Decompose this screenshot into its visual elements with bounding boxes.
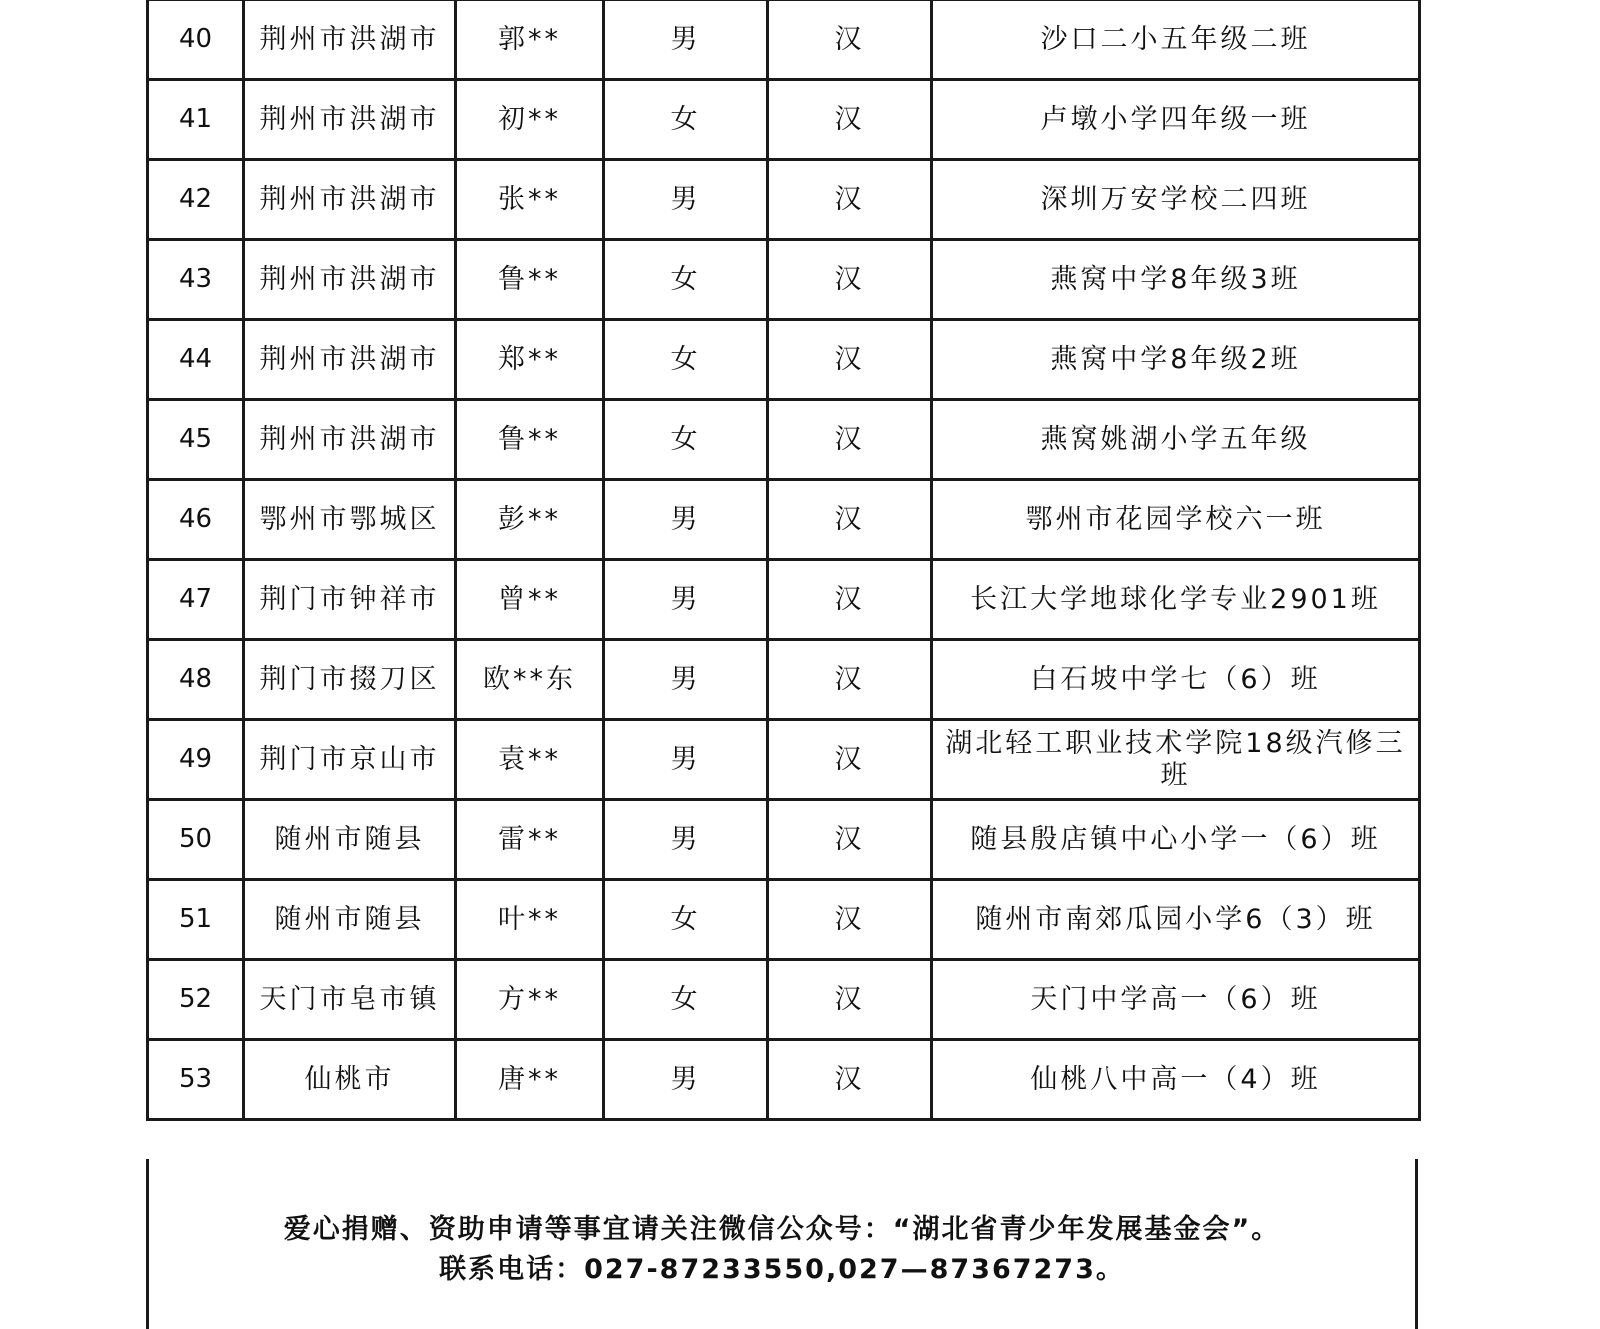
- school-class-cell: 长江大学地球化学专业2901班: [932, 560, 1420, 640]
- table-row: [148, 880, 1420, 960]
- student-name-cell: 郑**: [456, 320, 604, 400]
- ethnicity-cell: 汉: [768, 320, 932, 400]
- ethnicity-cell: 汉: [768, 80, 932, 160]
- region-cell: 荆州市洪湖市: [244, 80, 456, 160]
- table-row: [148, 640, 1420, 720]
- gender-cell: 男: [604, 480, 768, 560]
- region-cell: 荆门市钟祥市: [244, 560, 456, 640]
- gender-cell: 男: [604, 0, 768, 80]
- region-cell: 荆门市掇刀区: [244, 640, 456, 720]
- table-row: [148, 720, 1420, 800]
- table-row: [148, 960, 1420, 1040]
- row-number: 53: [148, 1040, 244, 1120]
- school-class-cell: 卢墩小学四年级一班: [932, 80, 1420, 160]
- student-name-cell: 张**: [456, 160, 604, 240]
- student-table: [146, 0, 1421, 1121]
- table-row: [148, 80, 1420, 160]
- school-class-cell: 深圳万安学校二四班: [932, 160, 1420, 240]
- gender-cell: 男: [604, 800, 768, 880]
- student-name-cell: 郭**: [456, 0, 604, 80]
- gender-cell: 男: [604, 720, 768, 800]
- row-number: 48: [148, 640, 244, 720]
- gender-cell: 男: [604, 1040, 768, 1120]
- row-number: 45: [148, 400, 244, 480]
- ethnicity-cell: 汉: [768, 480, 932, 560]
- school-class-cell: 天门中学高一（6）班: [932, 960, 1420, 1040]
- school-class-cell: 随县殷店镇中心小学一（6）班: [932, 800, 1420, 880]
- row-number: 51: [148, 880, 244, 960]
- gender-cell: 男: [604, 560, 768, 640]
- row-number: 46: [148, 480, 244, 560]
- school-class-cell: 白石坡中学七（6）班: [932, 640, 1420, 720]
- row-number: 49: [148, 720, 244, 800]
- region-cell: 荆门市京山市: [244, 720, 456, 800]
- student-name-cell: 鲁**: [456, 240, 604, 320]
- ethnicity-cell: 汉: [768, 720, 932, 800]
- ethnicity-cell: 汉: [768, 0, 932, 80]
- student-name-cell: 曾**: [456, 560, 604, 640]
- region-cell: 随州市随县: [244, 800, 456, 880]
- student-name-cell: 方**: [456, 960, 604, 1040]
- gender-cell: 男: [604, 160, 768, 240]
- school-class-cell: 沙口二小五年级二班: [932, 0, 1420, 80]
- student-name-cell: 初**: [456, 80, 604, 160]
- gender-cell: 女: [604, 80, 768, 160]
- school-class-cell: 湖北轻工职业技术学院18级汽修三班: [932, 720, 1420, 800]
- ethnicity-cell: 汉: [768, 400, 932, 480]
- gender-cell: 女: [604, 400, 768, 480]
- gender-cell: 女: [604, 320, 768, 400]
- ethnicity-cell: 汉: [768, 560, 932, 640]
- gender-cell: 女: [604, 960, 768, 1040]
- gender-cell: 女: [604, 880, 768, 960]
- table-row: [148, 400, 1420, 480]
- ethnicity-cell: 汉: [768, 160, 932, 240]
- row-number: 40: [148, 0, 244, 80]
- table-row: [148, 160, 1420, 240]
- ethnicity-cell: 汉: [768, 640, 932, 720]
- region-cell: 荆州市洪湖市: [244, 160, 456, 240]
- student-name-cell: 鲁**: [456, 400, 604, 480]
- footer-contact-phone: 联系电话：027-87233550,027—87367273。: [439, 1254, 1125, 1285]
- region-cell: 荆州市洪湖市: [244, 240, 456, 320]
- row-number: 50: [148, 800, 244, 880]
- student-name-cell: 欧**东: [456, 640, 604, 720]
- school-class-cell: 燕窝姚湖小学五年级: [932, 400, 1420, 480]
- row-number: 43: [148, 240, 244, 320]
- row-number: 41: [148, 80, 244, 160]
- ethnicity-cell: 汉: [768, 240, 932, 320]
- school-class-cell: 仙桃八中高一（4）班: [932, 1040, 1420, 1120]
- region-cell: 荆州市洪湖市: [244, 400, 456, 480]
- student-name-cell: 彭**: [456, 480, 604, 560]
- region-cell: 鄂州市鄂城区: [244, 480, 456, 560]
- gender-cell: 女: [604, 240, 768, 320]
- student-name-cell: 袁**: [456, 720, 604, 800]
- row-number: 44: [148, 320, 244, 400]
- region-cell: 荆州市洪湖市: [244, 0, 456, 80]
- region-cell: 仙桃市: [244, 1040, 456, 1120]
- school-class-cell: 燕窝中学8年级2班: [932, 320, 1420, 400]
- row-number: 52: [148, 960, 244, 1040]
- ethnicity-cell: 汉: [768, 880, 932, 960]
- table-row: [148, 480, 1420, 560]
- region-cell: 天门市皂市镇: [244, 960, 456, 1040]
- footer-wechat-notice: 爱心捐赠、资助申请等事宜请关注微信公众号：“湖北省青少年发展基金会”。: [283, 1214, 1281, 1245]
- table-row: [148, 240, 1420, 320]
- gender-cell: 男: [604, 640, 768, 720]
- region-cell: 荆州市洪湖市: [244, 320, 456, 400]
- table-row: [148, 0, 1420, 80]
- table-row: [148, 560, 1420, 640]
- region-cell: 随州市随县: [244, 880, 456, 960]
- footer-notice: [146, 1159, 1418, 1329]
- table-row: [148, 1040, 1420, 1120]
- ethnicity-cell: 汉: [768, 800, 932, 880]
- table-row: [148, 320, 1420, 400]
- ethnicity-cell: 汉: [768, 960, 932, 1040]
- table-row: [148, 800, 1420, 880]
- school-class-cell: 燕窝中学8年级3班: [932, 240, 1420, 320]
- student-table-body: [148, 0, 1420, 1120]
- row-number: 47: [148, 560, 244, 640]
- student-name-cell: 雷**: [456, 800, 604, 880]
- ethnicity-cell: 汉: [768, 1040, 932, 1120]
- school-class-cell: 鄂州市花园学校六一班: [932, 480, 1420, 560]
- student-name-cell: 叶**: [456, 880, 604, 960]
- row-number: 42: [148, 160, 244, 240]
- school-class-cell: 随州市南郊瓜园小学6（3）班: [932, 880, 1420, 960]
- student-name-cell: 唐**: [456, 1040, 604, 1120]
